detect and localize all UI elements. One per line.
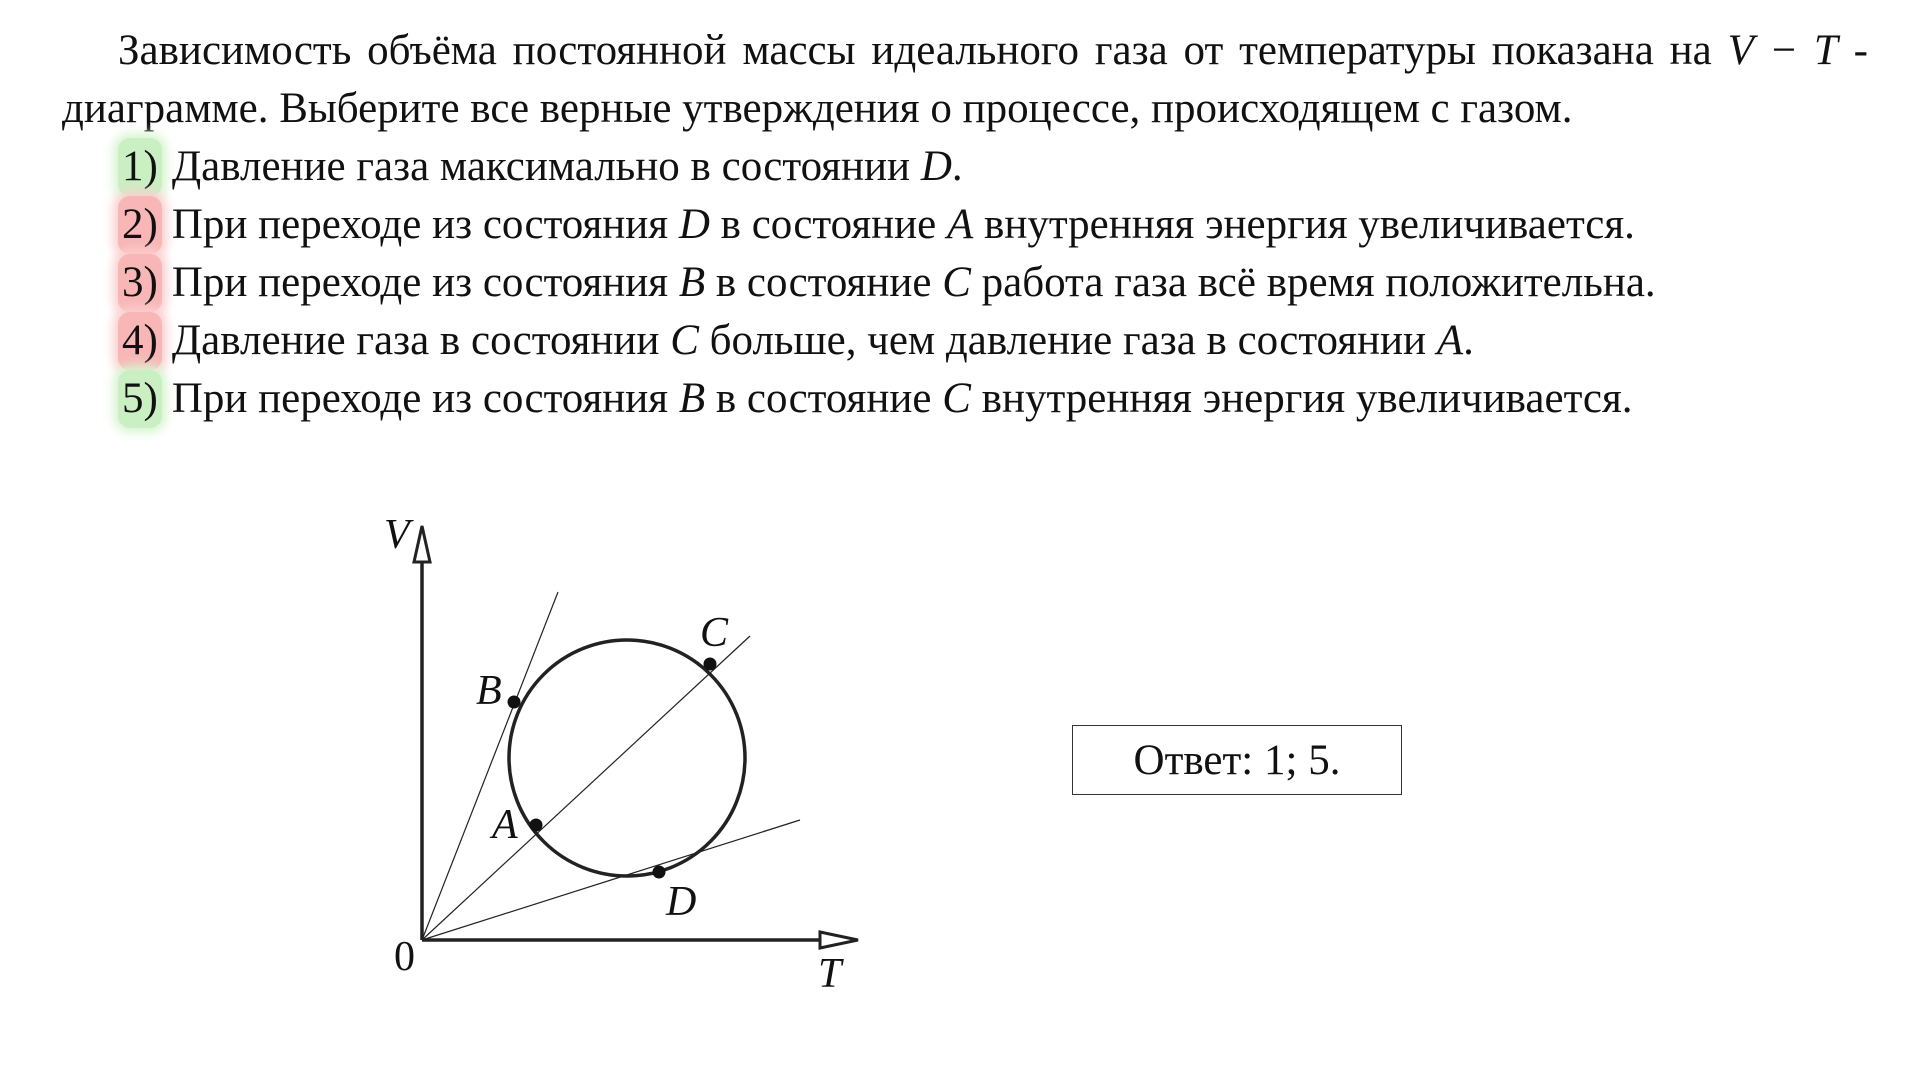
point-c-label: C — [700, 610, 729, 656]
state-symbol: D — [678, 201, 710, 248]
option-text-part: Давление газа максимально в состоянии — [171, 143, 921, 190]
vt-math: V − T — [1727, 27, 1838, 74]
option-3 — [62, 254, 1868, 312]
answer-text: Ответ: 1; 5. — [1133, 736, 1341, 784]
process-circle — [509, 640, 745, 876]
option-text — [172, 370, 1633, 428]
point-c — [704, 658, 717, 671]
option-text-part: Давление газа в состоянии — [171, 317, 671, 364]
option-text — [172, 196, 1635, 254]
line-od — [422, 820, 800, 940]
v-axis-arrow — [414, 526, 430, 562]
line-oc — [422, 636, 750, 940]
point-a-label: A — [492, 802, 518, 848]
answer-box — [1072, 725, 1402, 795]
option-number: 5) — [118, 370, 162, 428]
option-text — [172, 312, 1474, 370]
option-text-part: работа газа всё время положительна. — [970, 259, 1656, 306]
line-ob — [422, 592, 558, 940]
state-symbol: C — [670, 317, 699, 364]
point-d — [653, 866, 666, 879]
option-text-part: в состояние — [705, 375, 943, 422]
option-2 — [62, 196, 1868, 254]
option-text-part: . — [1463, 317, 1474, 364]
option-text-part: При переходе из состояния — [171, 259, 679, 306]
state-symbol: C — [942, 259, 971, 306]
state-symbol: D — [920, 143, 952, 190]
option-text — [172, 138, 963, 196]
axis-v-label: V — [384, 512, 410, 558]
state-symbol: A — [946, 201, 974, 248]
point-b — [508, 696, 521, 709]
state-symbol: B — [678, 375, 706, 422]
t-axis-arrow — [820, 932, 858, 948]
point-a — [530, 819, 543, 832]
option-1 — [62, 138, 1868, 196]
option-text-part: внутренняя энергия увеличивается. — [970, 375, 1633, 422]
problem-statement: Зависимость объёма постоянной массы идеального газа от температуры показана на V − T - диаграмме. Выберите все верные утверждения о процессе, происходящем с газом. — [62, 27, 1868, 132]
option-text-part: больше, чем давление газа в состоянии — [698, 317, 1437, 364]
option-text-part: . — [951, 143, 963, 190]
origin-label: 0 — [394, 934, 415, 980]
axis-t-label: T — [818, 951, 842, 997]
point-d-label: D — [666, 879, 697, 925]
answer-options — [62, 138, 1868, 428]
option-text-part: При переходе из состояния — [171, 201, 679, 248]
option-text — [172, 254, 1656, 312]
option-text-part: в состояние — [709, 201, 947, 248]
option-5 — [62, 370, 1868, 428]
option-number: 3) — [118, 254, 162, 312]
problem-text — [62, 22, 1868, 428]
state-symbol: B — [678, 259, 706, 306]
state-symbol: C — [942, 375, 971, 422]
option-text-part: При переходе из состояния — [171, 375, 679, 422]
vt-diagram — [370, 500, 890, 1020]
option-number: 2) — [118, 196, 162, 254]
point-b-label: B — [476, 668, 502, 714]
option-text-part: внутренняя энергия увеличивается. — [973, 201, 1635, 248]
option-number: 1) — [118, 138, 162, 196]
option-text-part: в состояние — [705, 259, 943, 306]
state-symbol: A — [1436, 317, 1464, 364]
option-number: 4) — [118, 312, 162, 370]
option-4 — [62, 312, 1868, 370]
